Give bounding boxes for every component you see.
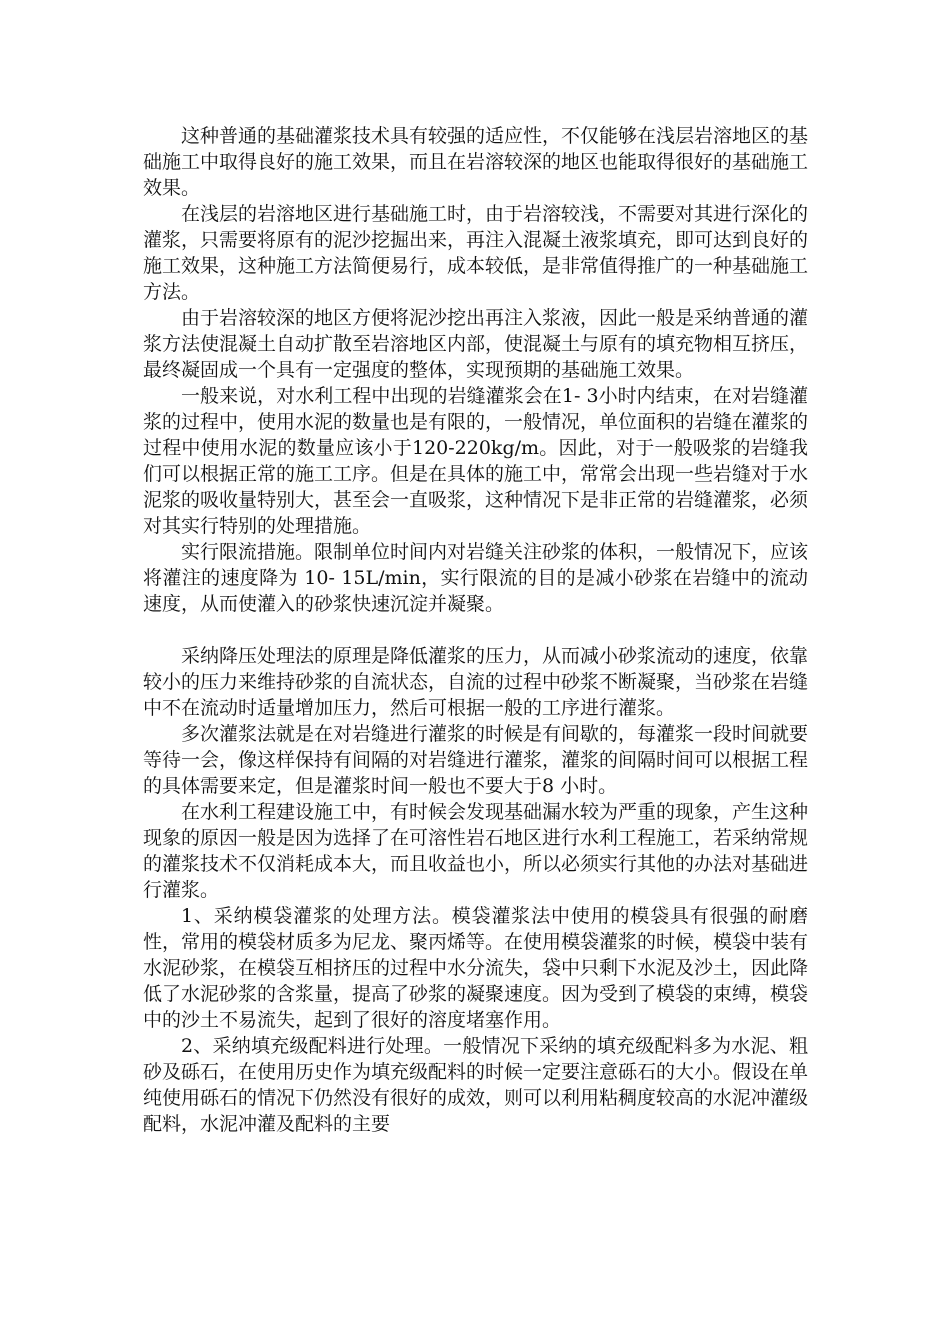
- paragraph: 多次灌浆法就是在对岩缝进行灌浆的时候是有间歇的，每灌浆一段时间就要等待一会，像这样保持有间隔的对岩缝进行灌浆，灌浆的间隔时间可以根据工程的具体需要来定，但是灌浆时间一般也不要大于8 小时。: [143, 723, 809, 797]
- paragraph: 由于岩溶较深的地区方便将泥沙挖出再注入浆液，因此一般是采纳普通的灌浆方法使混凝土自动扩散至岩溶地区内部，使混凝土与原有的填充物相互挤压，最终凝固成一个具有一定强度的整体，实现预期的基础施工效果。: [143, 307, 809, 381]
- paragraph: 采纳降压处理法的原理是降低灌浆的压力，从而减小砂浆流动的速度，依靠较小的压力来维持砂浆的自流状态，自流的过程中砂浆不断凝聚，当砂浆在岩缝中不在流动时适量增加压力，然后可根据一般的工序进行灌浆。: [143, 645, 809, 719]
- paragraph: 一般来说，对水利工程中出现的岩缝灌浆会在1- 3小时内结束，在对岩缝灌浆的过程中，使用水泥的数量也是有限的，一般情况，单位面积的岩缝在灌浆的过程中使用水泥的数量应该小于120-220kg/m。因此，对于一般吸浆的岩缝我们可以根据正常的施工工序。但是在具体的施工中，常常会出现一些岩缝对于水泥浆的吸收量特别大，甚至会一直吸浆，这种情况下是非正常的岩缝灌浆，必须对其实行特别的处理措施。: [143, 385, 809, 537]
- paragraph: 实行限流措施。限制单位时间内对岩缝关注砂浆的体积，一般情况下，应该将灌注的速度降为 10- 15L/min，实行限流的目的是减小砂浆在岩缝中的流动速度，从而使灌入的砂浆快速沉淀并凝聚。: [143, 541, 809, 615]
- paragraph: 这种普通的基础灌浆技术具有较强的适应性，不仅能够在浅层岩溶地区的基础施工中取得良好的施工效果，而且在岩溶较深的地区也能取得很好的基础施工效果。: [143, 125, 809, 199]
- paragraph-spacer: [143, 617, 808, 643]
- paragraph: 1、采纳模袋灌浆的处理方法。模袋灌浆法中使用的模袋具有很强的耐磨性，常用的模袋材质多为尼龙、聚丙烯等。在使用模袋灌浆的时候，模袋中装有水泥砂浆，在模袋互相挤压的过程中水分流失，袋中只剩下水泥及沙土，因此降低了水泥砂浆的含浆量，提高了砂浆的凝聚速度。因为受到了模袋的束缚，模袋中的沙土不易流失，起到了很好的溶度堵塞作用。: [143, 905, 809, 1031]
- paragraph: 在浅层的岩溶地区进行基础施工时，由于岩溶较浅，不需要对其进行深化的灌浆，只需要将原有的泥沙挖掘出来，再注入混凝土液浆填充，即可达到良好的施工效果，这种施工方法简便易行，成本较低，是非常值得推广的一种基础施工方法。: [143, 203, 809, 303]
- document-body: [143, 123, 808, 1137]
- paragraph: 2、采纳填充级配料进行处理。一般情况下采纳的填充级配料多为水泥、粗砂及砾石，在使用历史作为填充级配料的时候一定要注意砾石的大小。假设在单纯使用砾石的情况下仍然没有很好的成效，则可以利用粘稠度较高的水泥冲灌级配料，水泥冲灌及配料的主要: [143, 1035, 809, 1135]
- paragraph: 在水利工程建设施工中，有时候会发现基础漏水较为严重的现象，产生这种现象的原因一般是因为选择了在可溶性岩石地区进行水利工程施工，若采纳常规的灌浆技术不仅消耗成本大，而且收益也小，所以必须实行其他的办法对基础进行灌浆。: [143, 801, 809, 901]
